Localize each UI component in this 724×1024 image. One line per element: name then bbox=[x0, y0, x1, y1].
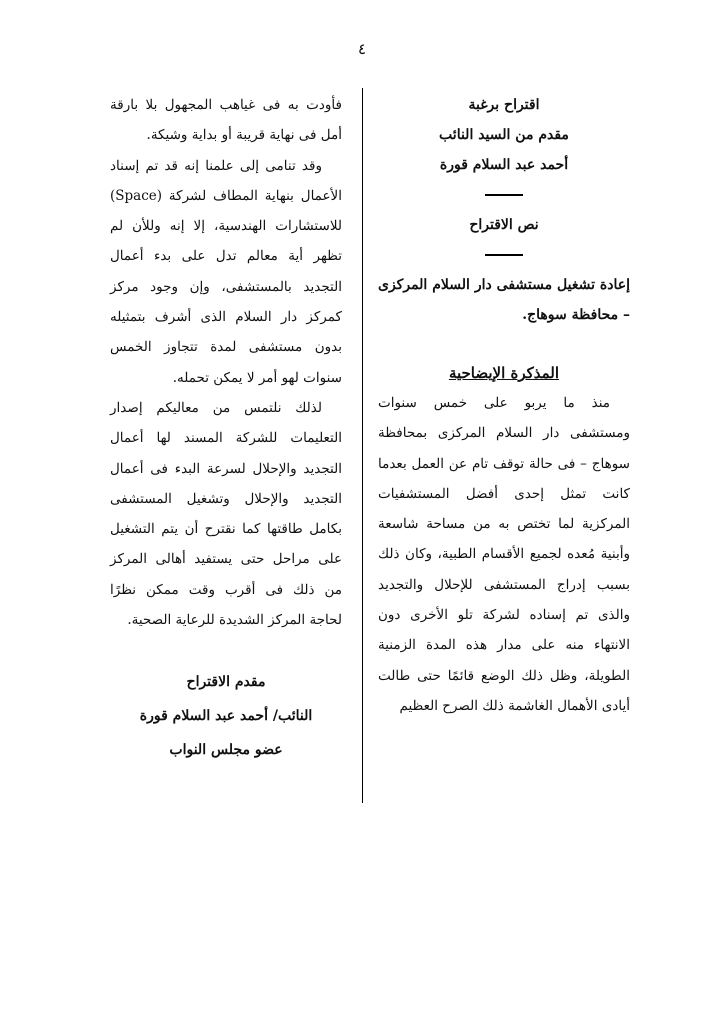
memo-body: منذ ما يربو على خمس سنوات ومستشفى دار السلام المركزى بمحافظة سوهاج – فى حالة توقف تام عن العمل بعدما كانت تمثل إحدى أفضل المستشفيات المركزية لما تختص به من مساحة شاسعة وأبنية مُعده لجميع الأقسام الطبية، وكان ذلك بسبب إدراج المستشفى للإحلال والتجديد والذى تم إسناده لشركة تلو الأخرى دون الانتهاء منه على مدار هذه المدة الزمنية الطويلة، وظل ذلك الوضع قائمًا حتى طالت أيادى الأهمال الغاشمة ذلك الصرح العظيم bbox=[378, 395, 630, 714]
right-column bbox=[378, 90, 630, 721]
signature-role: عضو مجلس النواب bbox=[169, 742, 283, 759]
proposal-subject-label: نص الاقتراح bbox=[469, 217, 539, 233]
contractor-paragraph: وقد تنامى إلى علمنا إنه قد تم إسناد الأعمال بنهاية المطاف لشركة (Space) للاستشارات الهندسية، إلا إنه وللأن لم تظهر أية معالم تدل على بدء أعمال التجديد بالمستشفى، وإن وجود مركز كمركز دار السلام الذى أشرف بتمثيله بدون مستشفى لمدة تتجاوز الخمس سنوات لهو أمر لا يمكن تحمله. bbox=[110, 157, 342, 386]
submitter-heading: مقدم من السيد النائب bbox=[439, 127, 569, 143]
left-column bbox=[110, 90, 342, 767]
signature-title: مقدم الاقتراح bbox=[186, 674, 266, 691]
page-number: ٤ bbox=[357, 40, 367, 58]
memo-title bbox=[378, 364, 630, 382]
proposal-text: إعادة تشغيل مستشفى دار السلام المركزى – محافظة سوهاج. bbox=[378, 277, 630, 323]
column-divider bbox=[362, 88, 363, 803]
signature-block bbox=[110, 665, 342, 767]
memo-continuation-paragraph: فأودت به فى غياهب المجهول بلا بارقة أمل فى نهاية قريبة أو بداية وشيكة. bbox=[110, 97, 342, 144]
request-paragraph: لذلك نلتمس من معاليكم إصدار التعليمات للشركة المسند لها أعمال التجديد والإحلال لسرعة البدء فى أعمال التجديد والإحلال وتشغيل المستشفى بكامل طاقتها كما نقترح أن يتم التشغيل على مراحل حتى يستفيد أهالى المركز من ذلك فى أقرب وقت ممكن نظرًا لحاجة المركز الشديدة للرعاية الصحية. bbox=[110, 399, 342, 629]
separator-rule bbox=[485, 194, 523, 196]
memo-title-text: المذكرة الإيضاحية bbox=[448, 364, 560, 382]
signature-name: النائب/ أحمد عبد السلام قورة bbox=[139, 708, 313, 725]
proposal-type-heading: اقتراح برغبة bbox=[468, 97, 540, 113]
separator-rule bbox=[485, 254, 523, 256]
submitter-name-heading: أحمد عبد السلام قورة bbox=[439, 157, 569, 173]
